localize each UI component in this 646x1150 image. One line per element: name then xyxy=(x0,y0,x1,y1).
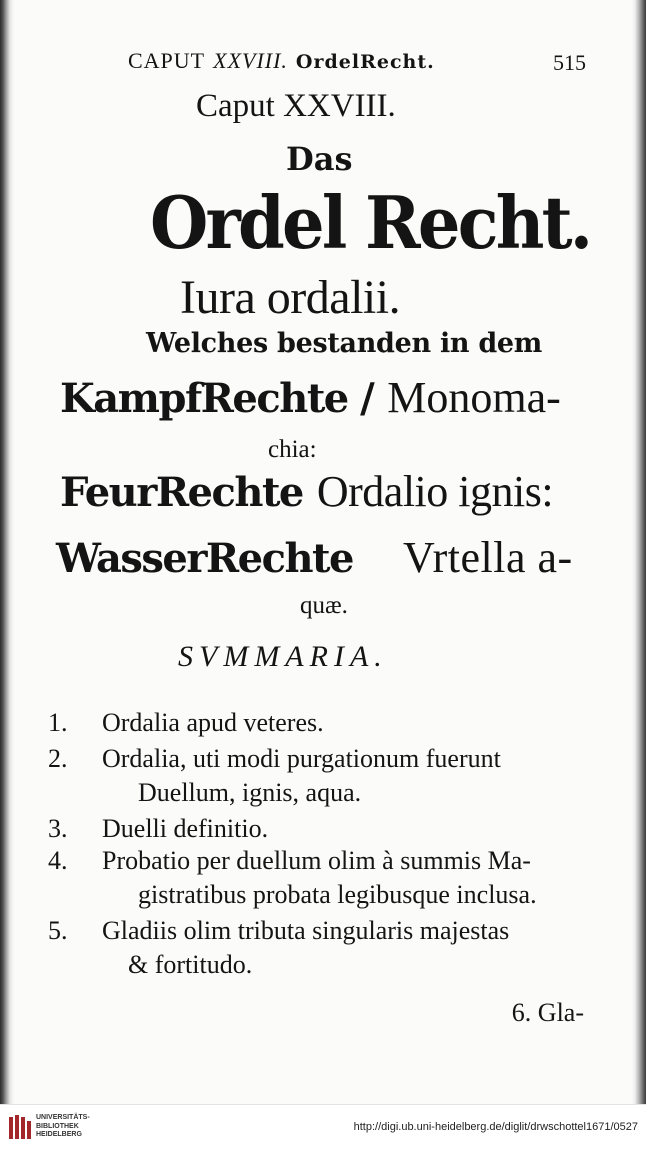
summary-item-number: 4. xyxy=(48,846,68,875)
subtitle-welches: Welches bestanden in dem xyxy=(146,328,543,359)
feur-latin: Ordalio ignis: xyxy=(316,467,554,516)
summary-item-continuation: & fortitudo. xyxy=(128,950,253,979)
library-logo-icon xyxy=(8,1113,32,1141)
summary-item-number: 3. xyxy=(48,814,68,843)
chia-line: chia: xyxy=(268,436,317,463)
summary-item-text: Duelli definitio. xyxy=(102,814,269,843)
chapter-heading: Caput XXVIII. xyxy=(196,88,396,124)
library-name-line: HEIDELBERG xyxy=(36,1131,82,1138)
latin-title: Iura ordalii. xyxy=(180,271,401,324)
summary-item-number: 1. xyxy=(48,708,68,737)
wasser-latin: Vrtella a- xyxy=(402,533,573,582)
summary-item-text: Ordalia, uti modi purgationum fuerunt xyxy=(102,744,501,773)
title-das: Das xyxy=(286,140,353,178)
kampf-line xyxy=(60,372,561,423)
wasser-german: WasserRechte xyxy=(56,535,353,582)
catchword: 6. Gla- xyxy=(511,998,584,1027)
summary-item-continuation: Duellum, ignis, aqua. xyxy=(138,778,362,807)
page-edge-shadow xyxy=(632,0,646,1104)
running-head-subject: OrdelRecht. xyxy=(295,51,435,73)
summary-item-number: 2. xyxy=(48,744,68,773)
library-name-line: UNIVERSITÄTS- xyxy=(36,1114,90,1121)
viewer-footer xyxy=(0,1104,646,1150)
page-number: 515 xyxy=(553,50,586,75)
summary-item-text: Ordalia apud veteres. xyxy=(102,708,324,737)
summaria-heading: SVMMARIA. xyxy=(178,640,388,673)
feur-line xyxy=(60,466,553,517)
summary-item-text: Probatio per duellum olim à summis Ma- xyxy=(102,846,531,875)
summary-item-continuation: gistratibus probata legibusque inclusa. xyxy=(138,880,537,909)
page-binding-shadow xyxy=(0,0,14,1104)
source-url-link[interactable]: http://digi.ub.uni-heidelberg.de/diglit/drwschottel1671/0527 xyxy=(353,1121,638,1133)
main-title: Ordel Recht. xyxy=(150,180,591,265)
feur-german: FeurRechte xyxy=(60,469,303,516)
kampf-latin: Monoma- xyxy=(387,373,561,422)
quae-line: quæ. xyxy=(300,592,348,619)
running-head-caput: CAPUT xyxy=(128,48,206,73)
wasser-line xyxy=(56,532,573,583)
kampf-german: KampfRechte / xyxy=(60,375,374,422)
summary-item-number: 5. xyxy=(48,916,68,945)
library-name-line: BIBLIOTHEK xyxy=(36,1122,79,1130)
running-head-numeral: XXVIII. xyxy=(213,48,288,73)
library-name xyxy=(36,1114,90,1140)
running-head xyxy=(128,48,435,74)
summary-item-text: Gladiis olim tributa singularis majestas xyxy=(102,916,510,945)
